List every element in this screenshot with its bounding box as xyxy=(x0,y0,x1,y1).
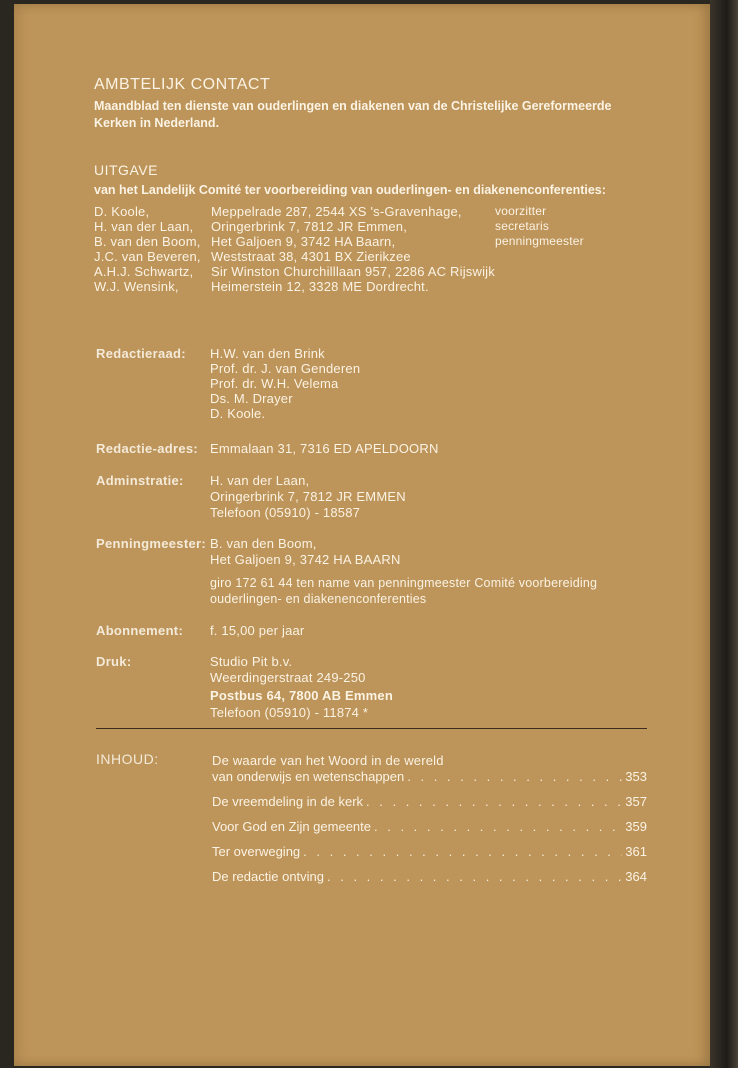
toc-entry-title: De vreemdeling in de kerk xyxy=(212,794,364,809)
administratie-line: H. van der Laan, xyxy=(210,473,310,488)
redactieraad-label: Redactieraad: xyxy=(96,346,186,361)
toc-entry-page: 357 xyxy=(625,794,647,809)
member-name: H. van der Laan, xyxy=(94,219,194,234)
toc-entry-title: De redactie ontving xyxy=(212,869,325,884)
member-address: Oringerbrink 7, 7812 JR Emmen, xyxy=(211,219,408,234)
member-address: Weststraat 38, 4301 BX Zierikzee xyxy=(211,249,411,264)
magazine-title: AMBTELIJK CONTACT xyxy=(94,76,271,93)
printer-name: Studio Pit b.v. xyxy=(210,654,293,669)
member-address: Heimerstein 12, 3328 ME Dordrecht. xyxy=(211,279,429,294)
magazine-subtitle-line2: Kerken in Nederland. xyxy=(94,116,220,130)
druk-label: Druk: xyxy=(96,654,132,669)
magazine-subtitle-line1: Maandblad ten dienste van ouderlingen en diakenen van de Christelijke Gereformeerde xyxy=(94,99,612,113)
toc-entry[interactable] xyxy=(212,869,647,884)
editor-name: Ds. M. Drayer xyxy=(210,391,293,406)
administratie-phone: Telefoon (05910) - 18587 xyxy=(210,505,361,520)
toc-entry-title: Ter overweging xyxy=(212,844,301,859)
penningmeester-line: B. van den Boom, xyxy=(210,536,317,551)
toc-entry[interactable] xyxy=(212,794,647,809)
giro-line: ouderlingen- en diakenenconferenties xyxy=(210,592,427,606)
giro-line: giro 172 61 44 ten name van penningmeester Comité voorbereiding xyxy=(210,576,598,590)
toc-entry-first-line: De waarde van het Woord in de wereld xyxy=(212,753,444,768)
toc-leader-dots xyxy=(407,769,622,784)
toc-entry-page: 359 xyxy=(625,819,647,834)
member-name: B. van den Boom, xyxy=(94,234,201,249)
toc-entry[interactable] xyxy=(212,844,647,859)
inhoud-label: INHOUD: xyxy=(96,751,159,767)
penningmeester-label: Penningmeester: xyxy=(96,536,206,551)
redactie-adres-label: Redactie-adres: xyxy=(96,441,199,456)
member-role: voorzitter xyxy=(495,204,547,218)
uitgave-subtitle: van het Landelijk Comité ter voorbereiding van ouderlingen- en diakenenconferenties: xyxy=(94,183,606,197)
editor-name: Prof. dr. J. van Genderen xyxy=(210,361,361,376)
printer-postbus: Postbus 64, 7800 AB Emmen xyxy=(210,688,393,703)
toc-leader-dots xyxy=(327,869,622,884)
toc-leader-dots xyxy=(303,844,622,859)
member-name: A.H.J. Schwartz, xyxy=(94,264,194,279)
toc-leader-dots xyxy=(374,819,622,834)
penningmeester-line: Het Galjoen 9, 3742 HA BAARN xyxy=(210,552,401,567)
member-name: J.C. van Beveren, xyxy=(94,249,201,264)
toc-entry-page: 364 xyxy=(625,869,647,884)
editor-name: Prof. dr. W.H. Velema xyxy=(210,376,339,391)
abonnement-value: f. 15,00 per jaar xyxy=(210,623,305,638)
document-page xyxy=(14,4,710,1066)
toc-entry[interactable] xyxy=(212,819,647,834)
member-address: Sir Winston Churchilllaan 957, 2286 AC Rijswijk xyxy=(211,264,495,279)
redactie-adres-value: Emmalaan 31, 7316 ED APELDOORN xyxy=(210,441,439,456)
member-address: Het Galjoen 9, 3742 HA Baarn, xyxy=(211,234,396,249)
member-role: penningmeester xyxy=(495,234,584,248)
toc-entry-title: Voor God en Zijn gemeente xyxy=(212,819,371,834)
toc-leader-dots xyxy=(366,794,622,809)
editor-name: H.W. van den Brink xyxy=(210,346,325,361)
section-divider xyxy=(96,728,647,729)
printer-phone: Telefoon (05910) - 11874 * xyxy=(210,705,369,720)
member-address: Meppelrade 287, 2544 XS 's-Gravenhage, xyxy=(211,204,462,219)
toc-entry-title: van onderwijs en wetenschappen xyxy=(212,769,405,784)
editor-name: D. Koole. xyxy=(210,406,266,421)
toc-entry[interactable] xyxy=(212,769,647,784)
uitgave-heading: UITGAVE xyxy=(94,162,158,178)
administratie-line: Oringerbrink 7, 7812 JR EMMEN xyxy=(210,489,406,504)
member-role: secretaris xyxy=(495,219,550,233)
member-name: D. Koole, xyxy=(94,204,150,219)
book-spine-edge xyxy=(710,0,738,1068)
administratie-label: Adminstratie: xyxy=(96,473,184,488)
abonnement-label: Abonnement: xyxy=(96,623,184,638)
toc-entry-page: 361 xyxy=(625,844,647,859)
printer-street: Weerdingerstraat 249-250 xyxy=(210,670,366,685)
toc-entry-page: 353 xyxy=(625,769,647,784)
member-name: W.J. Wensink, xyxy=(94,279,179,294)
